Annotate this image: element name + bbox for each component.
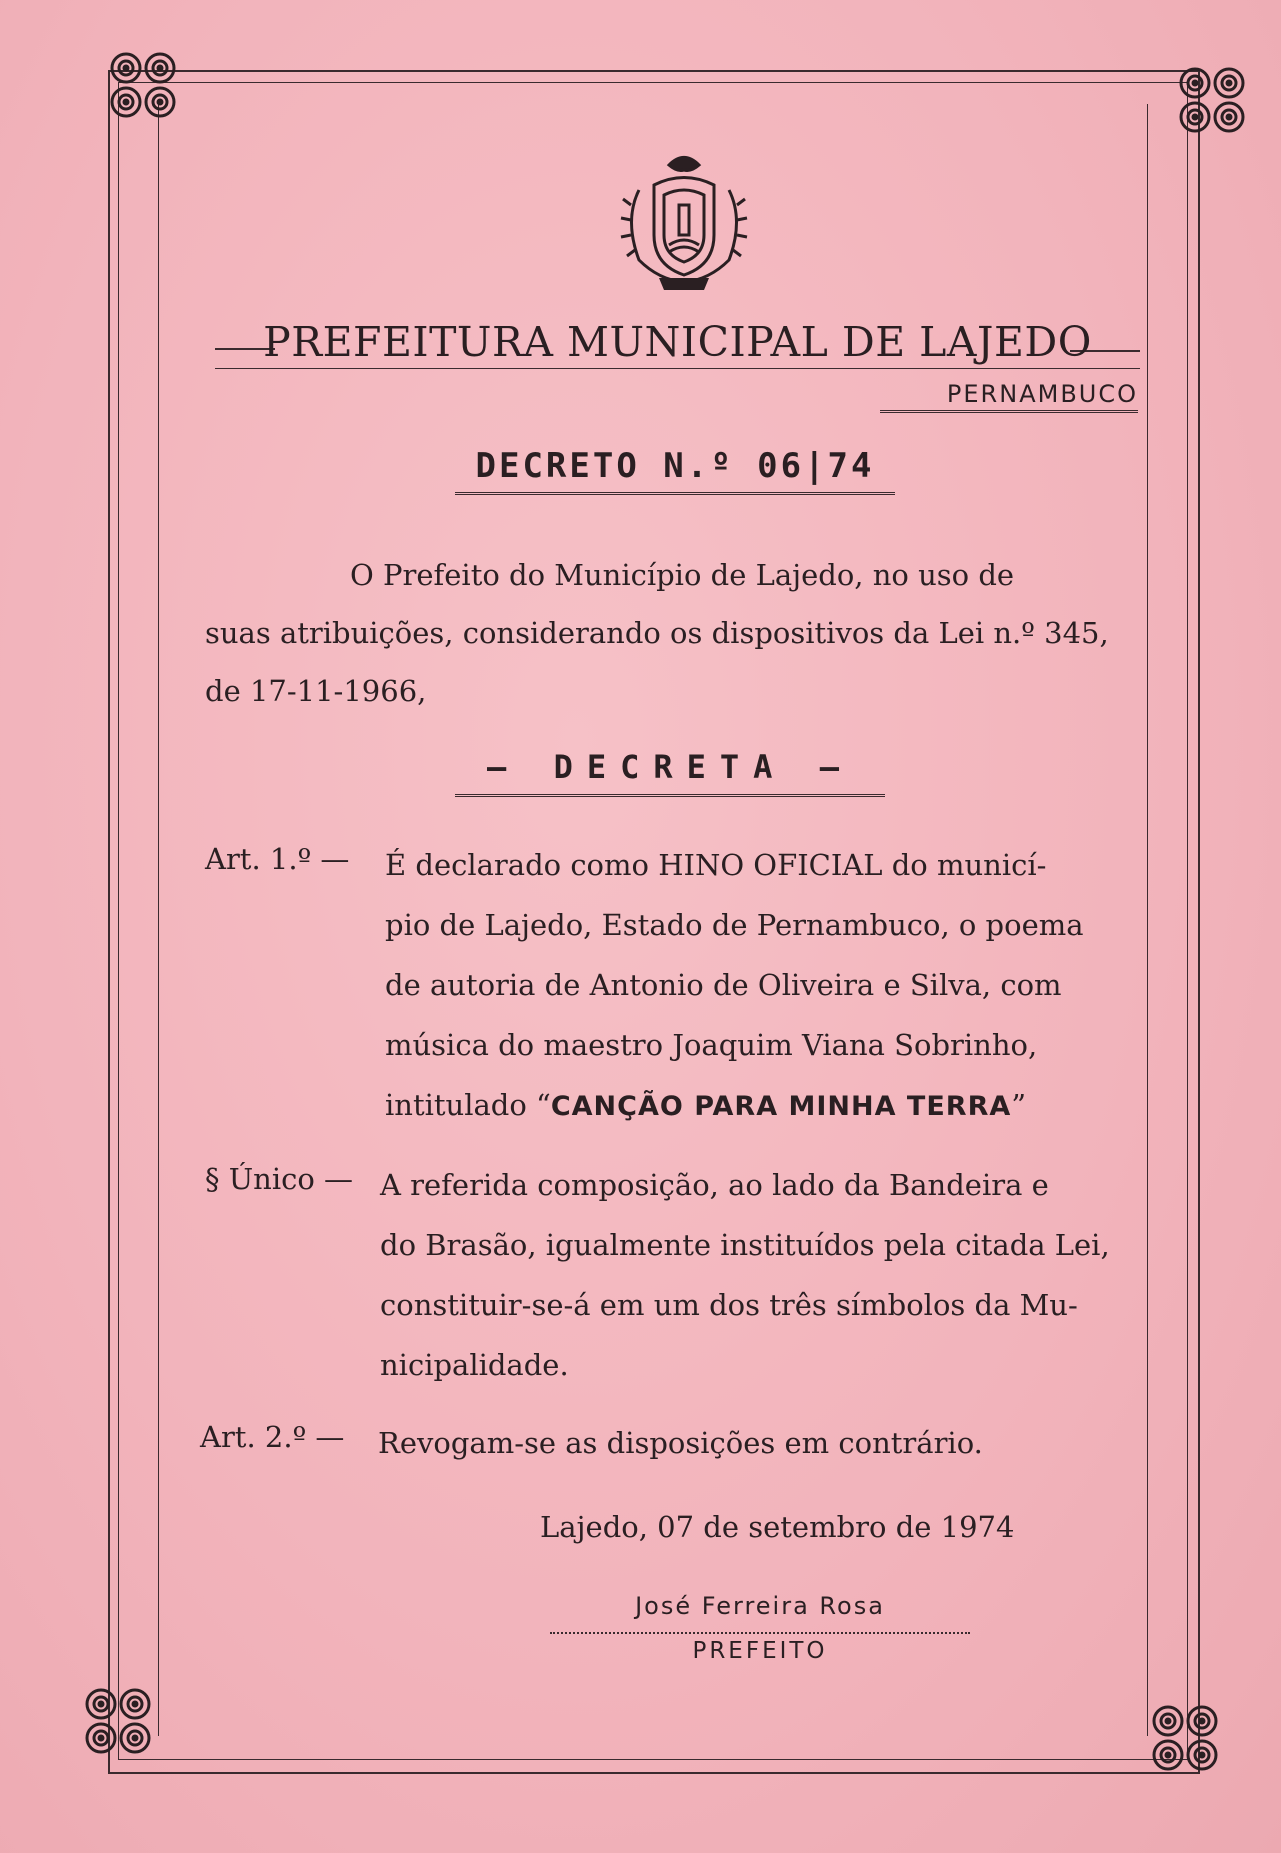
decreta-heading: — DECRETA — bbox=[455, 748, 885, 797]
place-and-date: Lajedo, 07 de setembro de 1974 bbox=[540, 1510, 1015, 1544]
article-1-line-2: pio de Lajedo, Estado de Pernambuco, o poema bbox=[385, 908, 1084, 942]
article-1-line-1: É declarado como HINO OFICIAL do municí- bbox=[385, 848, 1047, 882]
paragraph-unico-line-3: constituir-se-á em um dos três símbolos da Mu- bbox=[380, 1288, 1078, 1322]
preamble-line-3: de 17-11-1966, bbox=[205, 674, 427, 708]
corner-ornament-top-right bbox=[1177, 65, 1247, 135]
signature-line bbox=[550, 1632, 970, 1634]
preamble-line-2: suas atribuições, considerando os dispositivos da Lei n.º 345, bbox=[205, 616, 1109, 650]
signatory-role: PREFEITO bbox=[692, 1638, 828, 1664]
article-2-label: Art. 2.º — bbox=[200, 1420, 345, 1454]
header-underline bbox=[215, 368, 1140, 369]
paragraph-unico-label: § Único — bbox=[205, 1162, 354, 1196]
corner-ornament-bottom-right bbox=[1150, 1703, 1220, 1773]
institution-title: PREFEITURA MUNICIPAL DE LAJEDO bbox=[263, 318, 1092, 366]
signatory-name: José Ferreira Rosa bbox=[635, 1592, 885, 1620]
article-1-line-4: música do maestro Joaquim Viana Sobrinho, bbox=[385, 1028, 1038, 1062]
anthem-title: CANÇÃO PARA MINHA TERRA bbox=[550, 1091, 1012, 1122]
corner-ornament-top-left bbox=[108, 50, 178, 120]
coat-of-arms-icon bbox=[609, 150, 759, 292]
decree-title: DECRETO N.º 06|74 bbox=[455, 446, 895, 495]
title-prefix: intitulado “ bbox=[385, 1088, 551, 1122]
state-name: PERNAMBUCO bbox=[880, 380, 1138, 413]
article-1-label: Art. 1.º — bbox=[205, 842, 350, 876]
preamble-line-1: O Prefeito do Município de Lajedo, no uso de bbox=[350, 558, 1015, 592]
title-suffix: ” bbox=[1011, 1088, 1027, 1122]
corner-ornament-bottom-left bbox=[83, 1686, 153, 1756]
paragraph-unico-line-1: A referida composição, ao lado da Bandeira e bbox=[380, 1168, 1049, 1202]
paragraph-unico-line-4: nicipalidade. bbox=[380, 1348, 569, 1382]
article-2-line-1: Revogam-se as disposições em contrário. bbox=[378, 1426, 983, 1460]
article-1-line-3: de autoria de Antonio de Oliveira e Silva, com bbox=[385, 968, 1062, 1002]
paragraph-unico-line-2: do Brasão, igualmente instituídos pela citada Lei, bbox=[380, 1228, 1110, 1262]
article-1-line-5 bbox=[385, 1076, 1130, 1136]
